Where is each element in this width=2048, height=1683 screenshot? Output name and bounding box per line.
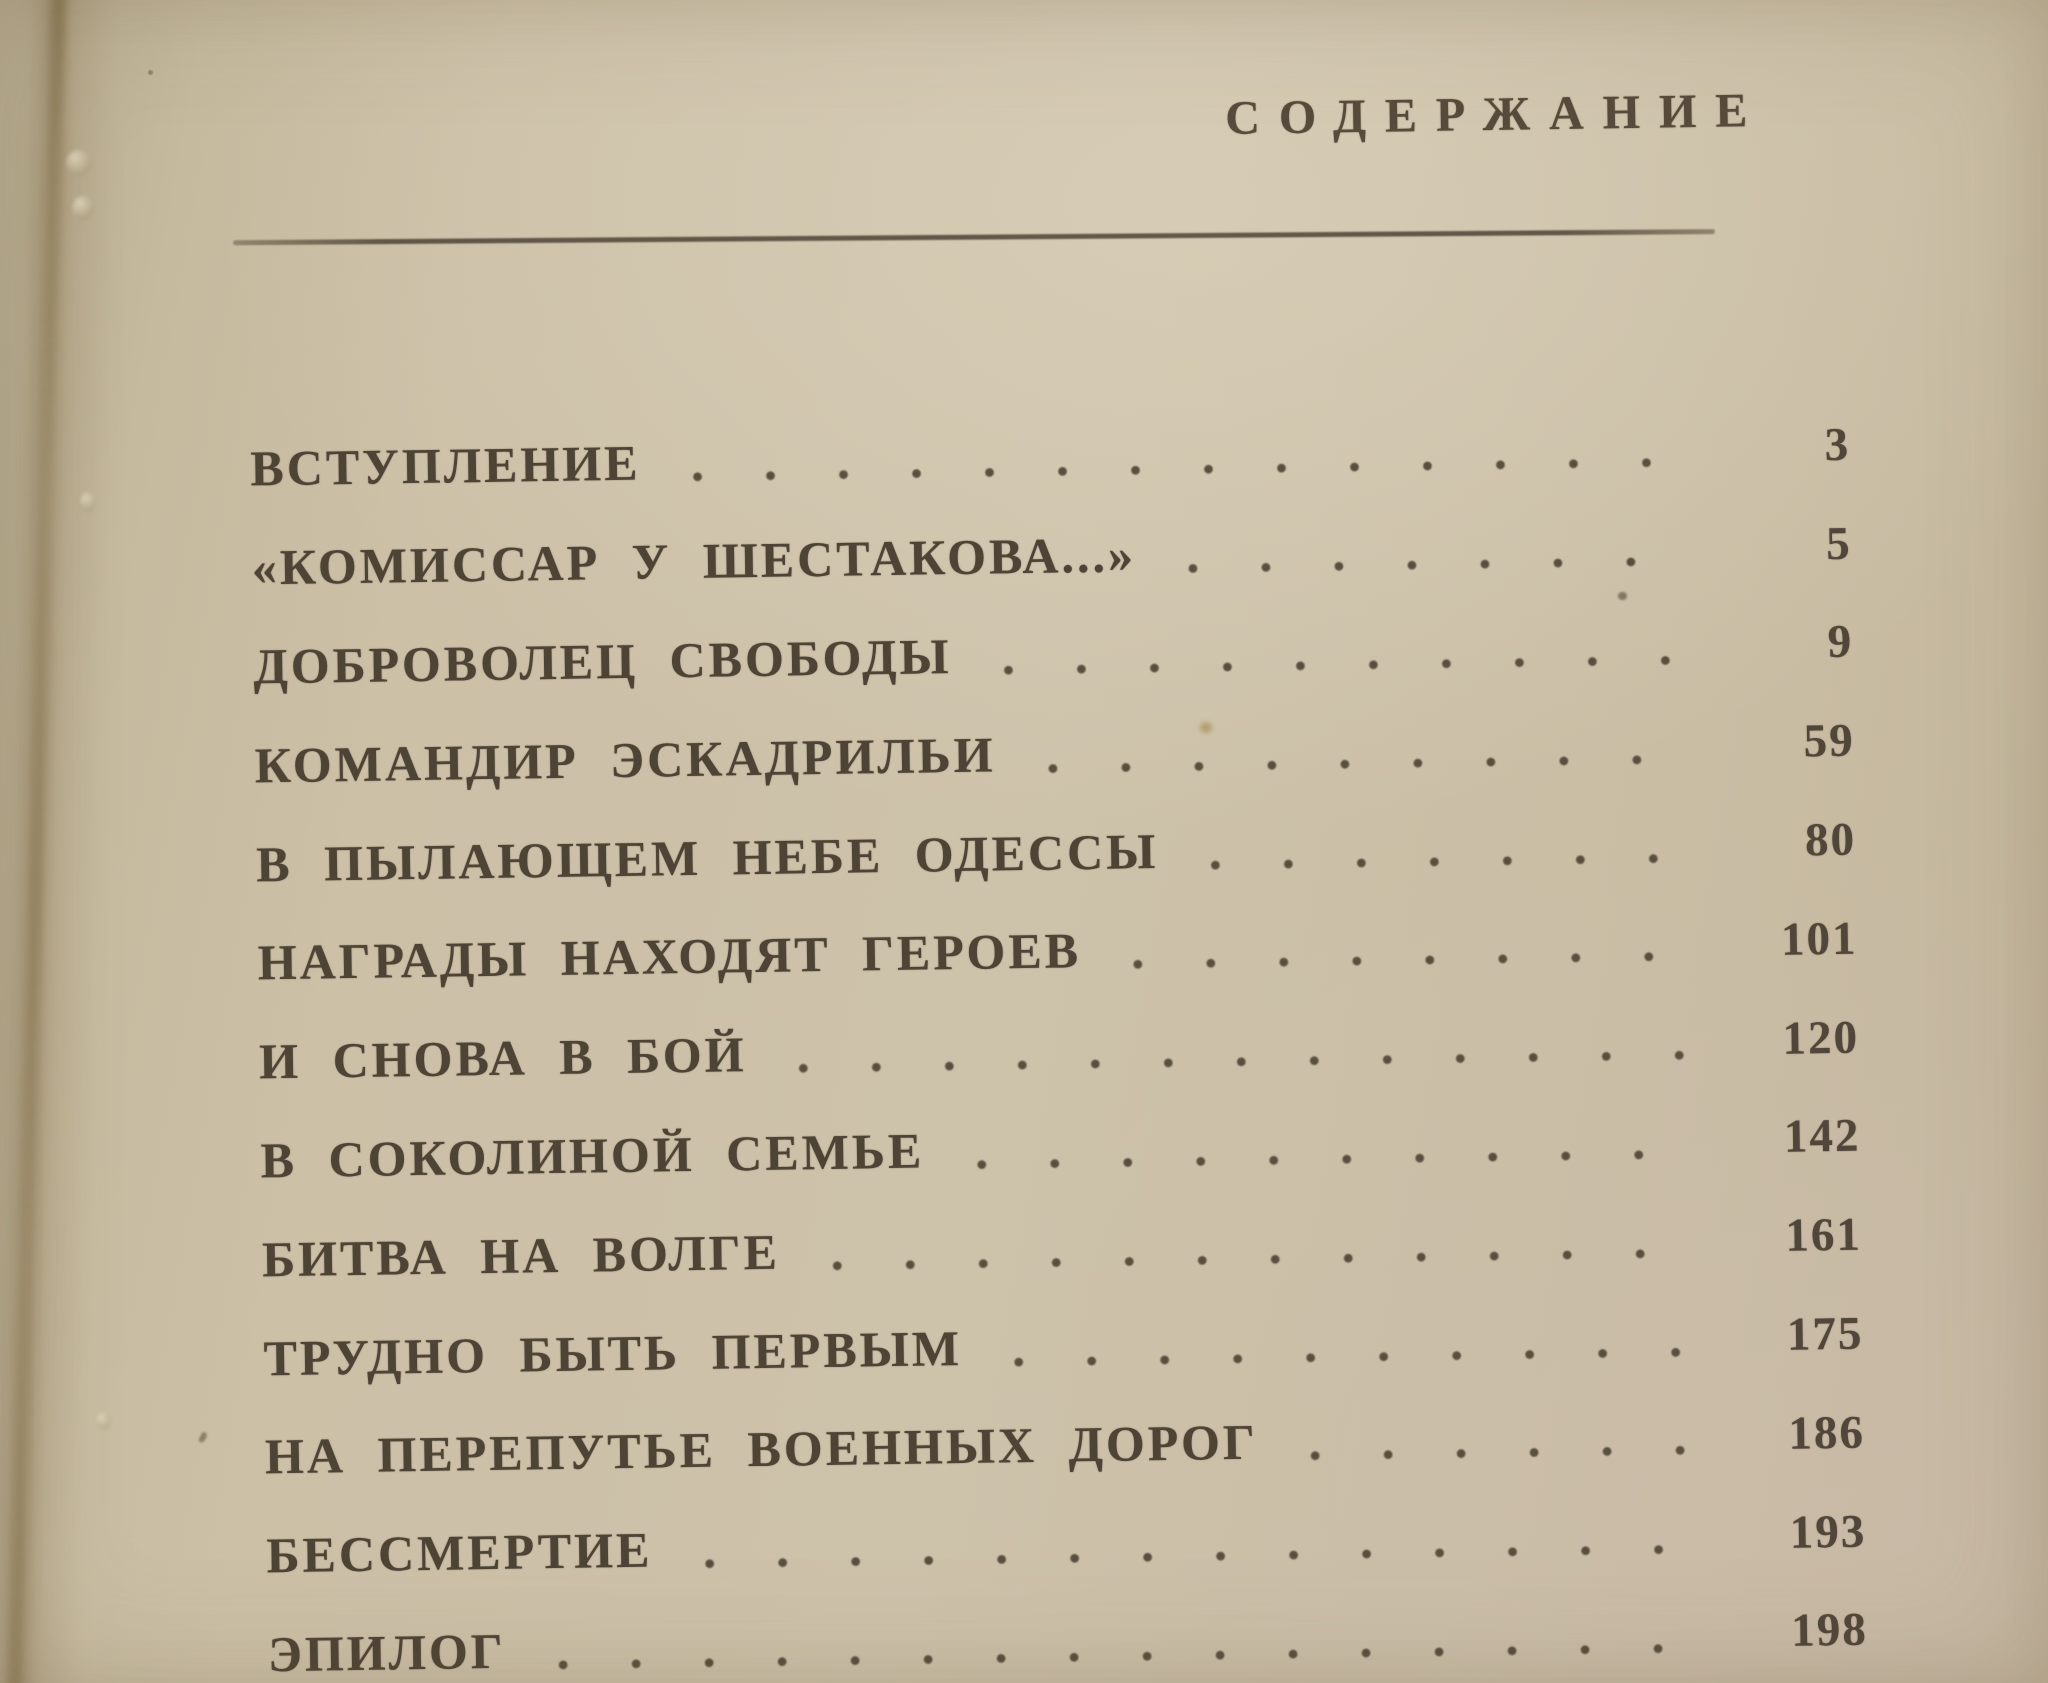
toc-entry-title: В ПЫЛАЮЩЕМ НЕБЕ ОДЕССЫ <box>255 822 1159 892</box>
toc-entry-page-number: 186 <box>1787 1406 1866 1460</box>
toc-entry-title: БИТВА НА ВОЛГЕ <box>261 1223 781 1288</box>
dot-leader <box>1188 556 1694 574</box>
toc-entry-page-number: 120 <box>1782 1011 1860 1065</box>
toc-entry-page-number: 9 <box>1827 616 1854 669</box>
toc-entry-page-number: 80 <box>1804 813 1857 867</box>
dot-leader <box>1048 754 1697 774</box>
toc-entry-page-number: 59 <box>1803 714 1855 768</box>
toc-entry-title: И СНОВА В БОЙ <box>258 1026 747 1090</box>
dot-leader <box>976 1149 1702 1170</box>
dot-leader <box>705 1544 1709 1569</box>
heading-rule <box>233 229 1715 245</box>
toc-entry-page-number: 161 <box>1785 1208 1863 1263</box>
dot-leader <box>558 1643 1710 1670</box>
toc-entry-title: ТРУДНО БЫТЬ ПЕРВЫМ <box>263 1319 963 1386</box>
toc-entry-page-number: 3 <box>1824 418 1851 471</box>
toc-entry-page-number: 198 <box>1790 1604 1869 1658</box>
toc-entry-title: ВСТУПЛЕНИЕ <box>249 435 641 497</box>
dot-leader <box>1310 1445 1707 1461</box>
toc-entry-title: ЭПИЛОГ <box>267 1622 507 1683</box>
dot-leader <box>832 1248 1704 1271</box>
toc-entry-page-number: 101 <box>1780 912 1858 966</box>
toc-entry-page-number: 175 <box>1786 1307 1864 1361</box>
dot-leader <box>799 1050 1702 1073</box>
toc-entry-page-number: 142 <box>1783 1110 1861 1164</box>
toc-entry-title: «КОМИССАР У ШЕСТАКОВА...» <box>251 526 1137 596</box>
toc-entry-title: НАГРАДЫ НАХОДЯТ ГЕРОЕВ <box>257 922 1082 991</box>
dot-leader <box>1014 1347 1706 1367</box>
dot-leader <box>1210 853 1698 870</box>
toc-entry-title: НА ПЕРЕПУТЬЕ ВОЕННЫХ ДОРОГ <box>264 1413 1259 1485</box>
toc-entry-title: ДОБРОВОЛЕЦ СВОБОДЫ <box>252 628 952 695</box>
toc-entry-title: В СОКОЛИНОЙ СЕМЬЕ <box>260 1122 925 1189</box>
table-of-contents <box>250 396 1869 1683</box>
toc-entry-page-number: 193 <box>1789 1505 1867 1559</box>
dot-leader <box>1133 951 1700 969</box>
dot-leader <box>693 457 1693 482</box>
dot-leader <box>1004 655 1696 675</box>
toc-entry-title: БЕССМЕРТИЕ <box>266 1521 653 1584</box>
toc-entry-title: КОМАНДИР ЭСКАДРИЛЬИ <box>254 726 996 794</box>
toc-entry-page-number: 5 <box>1825 517 1853 570</box>
contents-heading: СОДЕРЖАНИЕ <box>1224 83 1767 145</box>
